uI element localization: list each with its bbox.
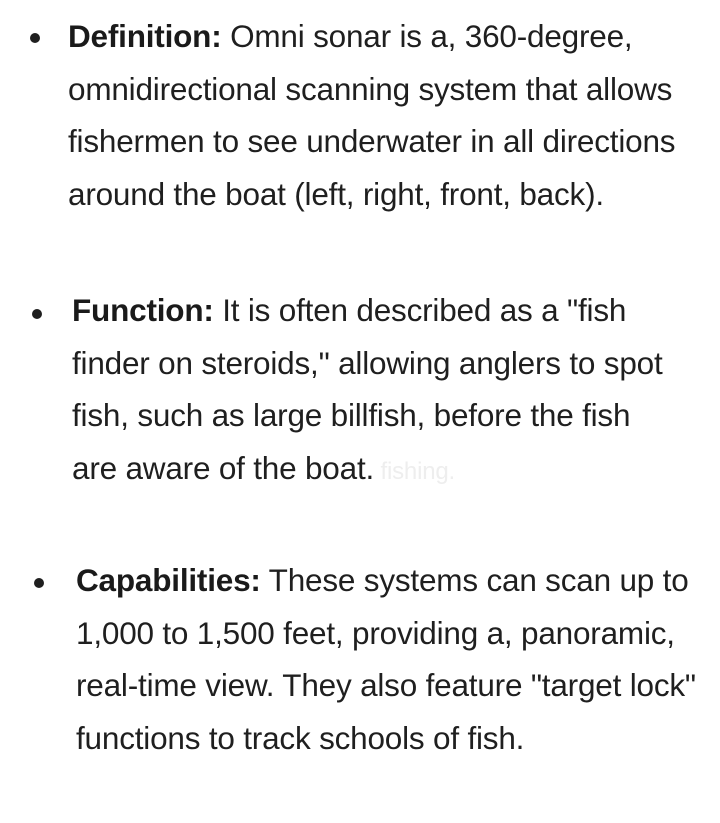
- bullet-text: [68, 10, 693, 220]
- bullet-text: [72, 284, 672, 498]
- bullet-text: [76, 554, 701, 764]
- term-label: Function:: [72, 292, 214, 328]
- bullet-dot-icon: [32, 309, 42, 319]
- description-text: It is often described as a "fish finder on steroids," allowing anglers to spot fish, such as large billfish, before the fish are aware of the boat.: [72, 292, 663, 486]
- description-text: These systems can scan up to 1,000 to 1,500 feet, providing a, panoramic, real-time view. They also feature "target lock" functions to track schools of fish.: [76, 562, 696, 756]
- description-text: Omni sonar is a, 360-degree, omnidirectional scanning system that allows fishermen to see underwater in all directions around the boat (left, right, front, back).: [68, 18, 676, 212]
- term-label: Definition:: [68, 18, 222, 54]
- faded-text: fishing.: [374, 457, 455, 485]
- term-label: Capabilities:: [76, 562, 261, 598]
- bullet-dot-icon: [30, 33, 40, 43]
- bullet-dot-icon: [34, 578, 44, 588]
